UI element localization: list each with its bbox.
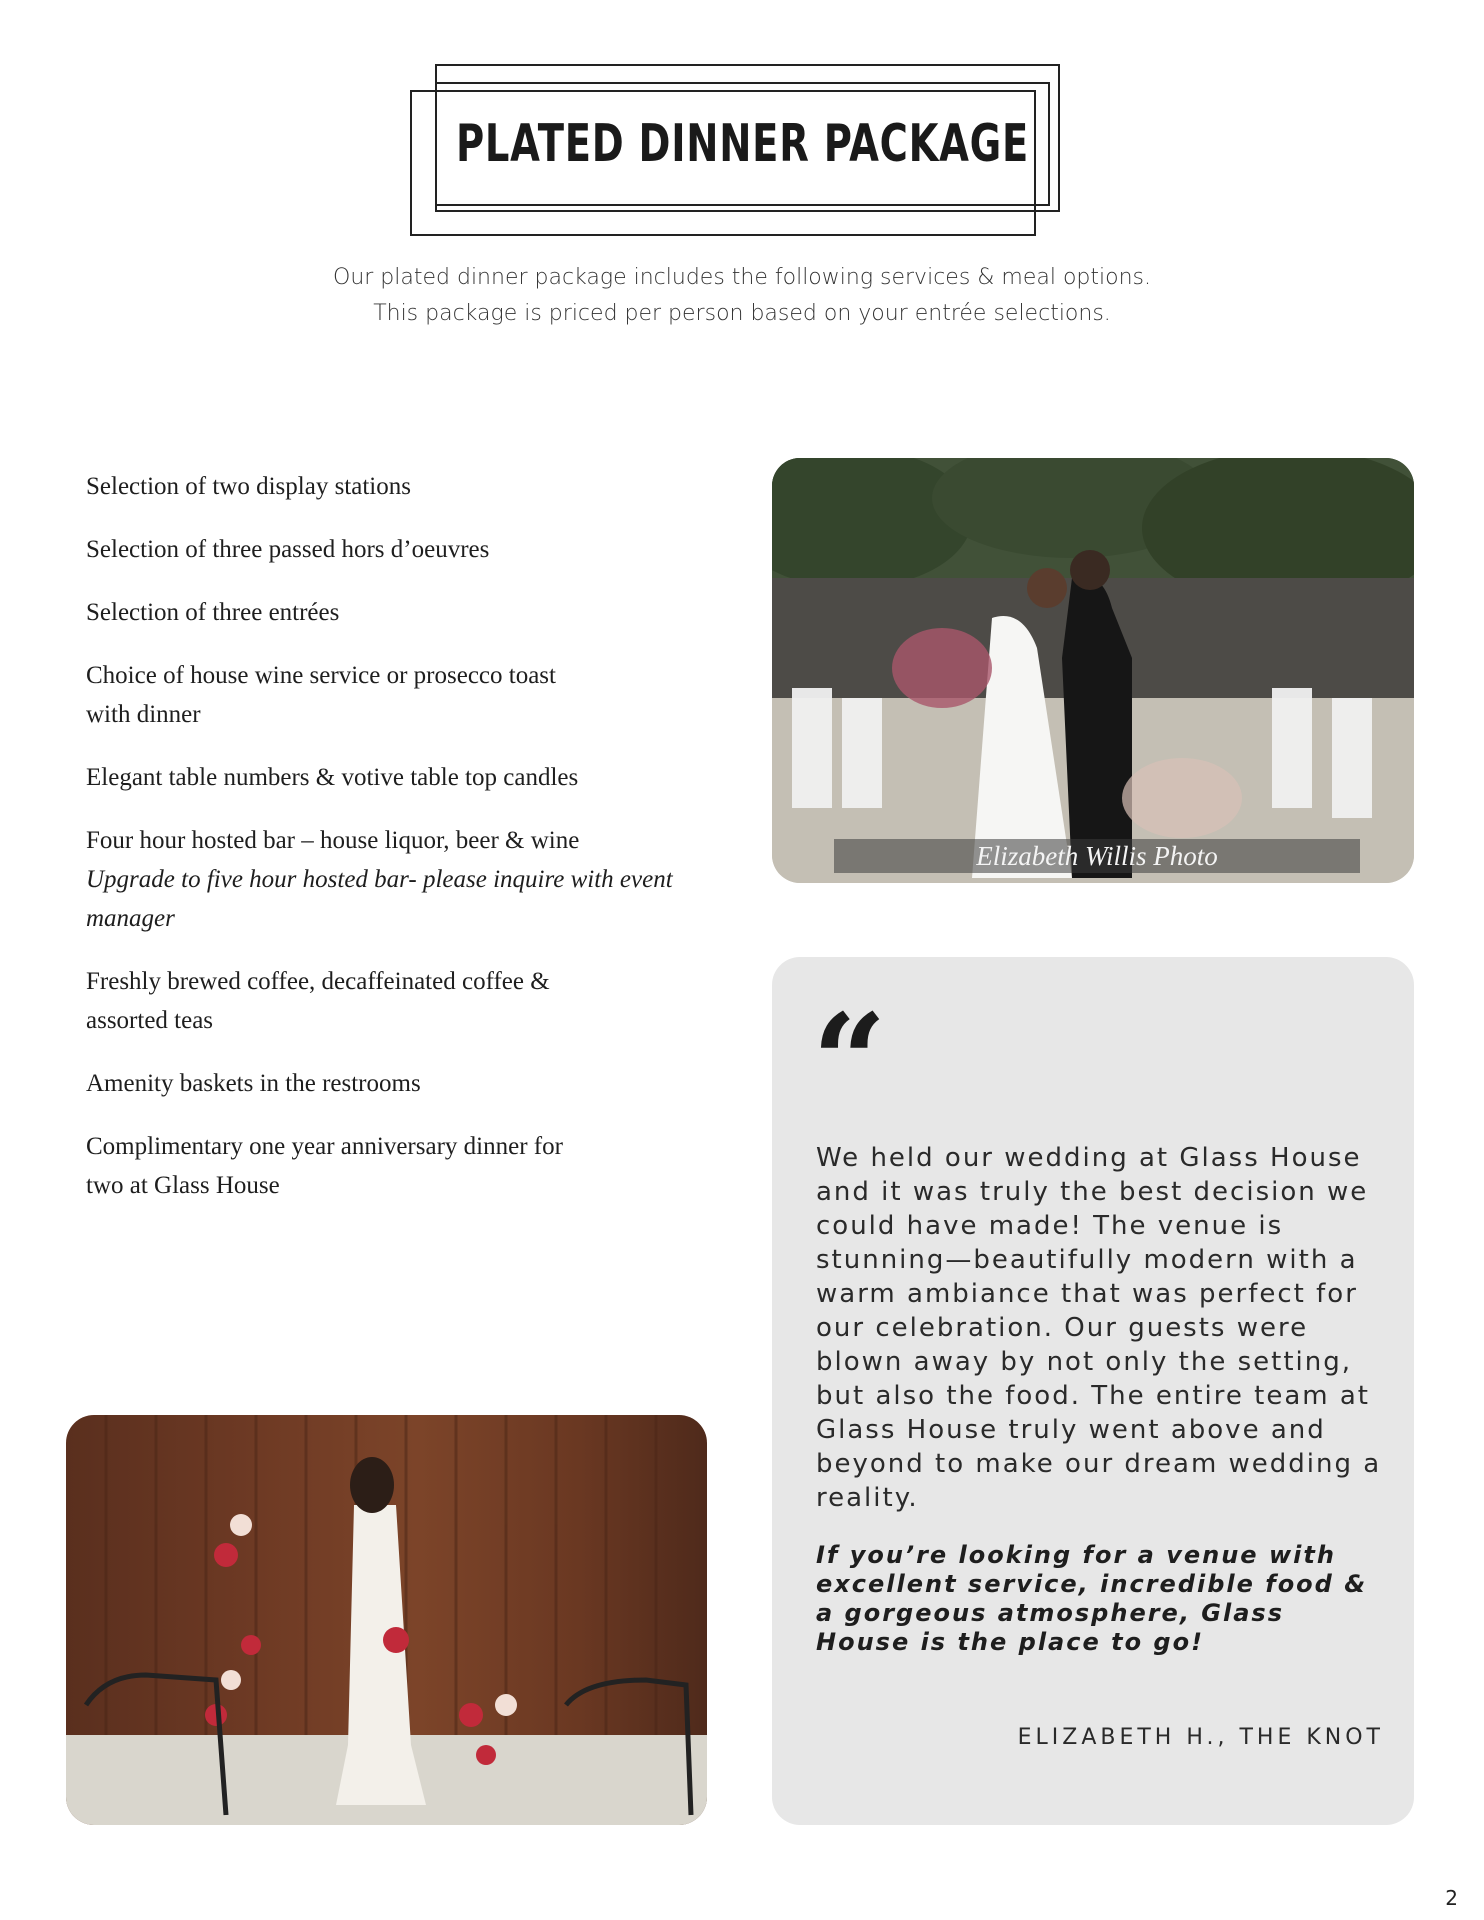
list-item-text: Selection of three entrées bbox=[86, 599, 340, 626]
list-item bbox=[86, 530, 686, 569]
intro-line: This package is priced per person based on your entrée selections. bbox=[373, 301, 1111, 326]
list-item-text: Choice of house wine service or prosecco toast with dinner bbox=[86, 662, 556, 728]
page-title: PLATED DINNER PACKAGE bbox=[455, 114, 1030, 174]
intro-line: Our plated dinner package includes the following services & meal options. bbox=[333, 265, 1151, 290]
list-item bbox=[86, 1127, 606, 1205]
testimonial-emphasis: If you’re looking for a venue with excellent service, incredible food & a gorgeous atmosphere, Glass House is the place to go! bbox=[816, 1541, 1368, 1656]
list-item-text: Elegant table numbers & votive table top candles bbox=[86, 764, 579, 791]
list-item bbox=[86, 467, 686, 506]
bride-scene bbox=[66, 1415, 707, 1825]
title-frame bbox=[410, 64, 1060, 236]
intro-text bbox=[0, 260, 1484, 332]
testimonial-author: ELIZABETH H., THE KNOT bbox=[1017, 1725, 1384, 1750]
testimonial-card bbox=[772, 957, 1414, 1825]
list-item-text: Four hour hosted bar – house liquor, beer & wine bbox=[86, 827, 580, 854]
list-item-text: Selection of two display stations bbox=[86, 473, 411, 500]
list-item-text: Complimentary one year anniversary dinner for two at Glass House bbox=[86, 1133, 563, 1199]
list-item bbox=[86, 656, 606, 734]
photo-credit: Elizabeth Willis Photo bbox=[834, 839, 1360, 873]
package-list bbox=[86, 467, 686, 1229]
quote-mark-icon: “ bbox=[812, 985, 887, 1138]
list-item bbox=[86, 1064, 686, 1103]
ceremony-scene bbox=[772, 458, 1414, 883]
list-item-text: Selection of three passed hors d’oeuvres bbox=[86, 536, 490, 563]
testimonial-body: We held our wedding at Glass House and it was truly the best decision we could have made! The venue is stunning—beautifully modern with a warm ambiance that was perfect for our celebration. Our guests were blown away by not only the setting, but also the food. The entire team at Glass House truly went above and beyond to make our dream wedding a reality. bbox=[816, 1143, 1382, 1513]
wedding-ceremony-photo bbox=[772, 458, 1414, 883]
list-item bbox=[86, 962, 606, 1040]
list-item-text: Amenity baskets in the restrooms bbox=[86, 1070, 421, 1097]
list-item bbox=[86, 593, 686, 632]
list-item-note: Upgrade to five hour hosted bar- please inquire with event manager bbox=[86, 866, 673, 932]
list-item bbox=[86, 758, 686, 797]
bride-photo bbox=[66, 1415, 707, 1825]
list-item-text: Freshly brewed coffee, decaffeinated coffee & assorted teas bbox=[86, 968, 550, 1034]
page-number: 2 bbox=[1445, 1886, 1458, 1910]
list-item bbox=[86, 821, 686, 938]
